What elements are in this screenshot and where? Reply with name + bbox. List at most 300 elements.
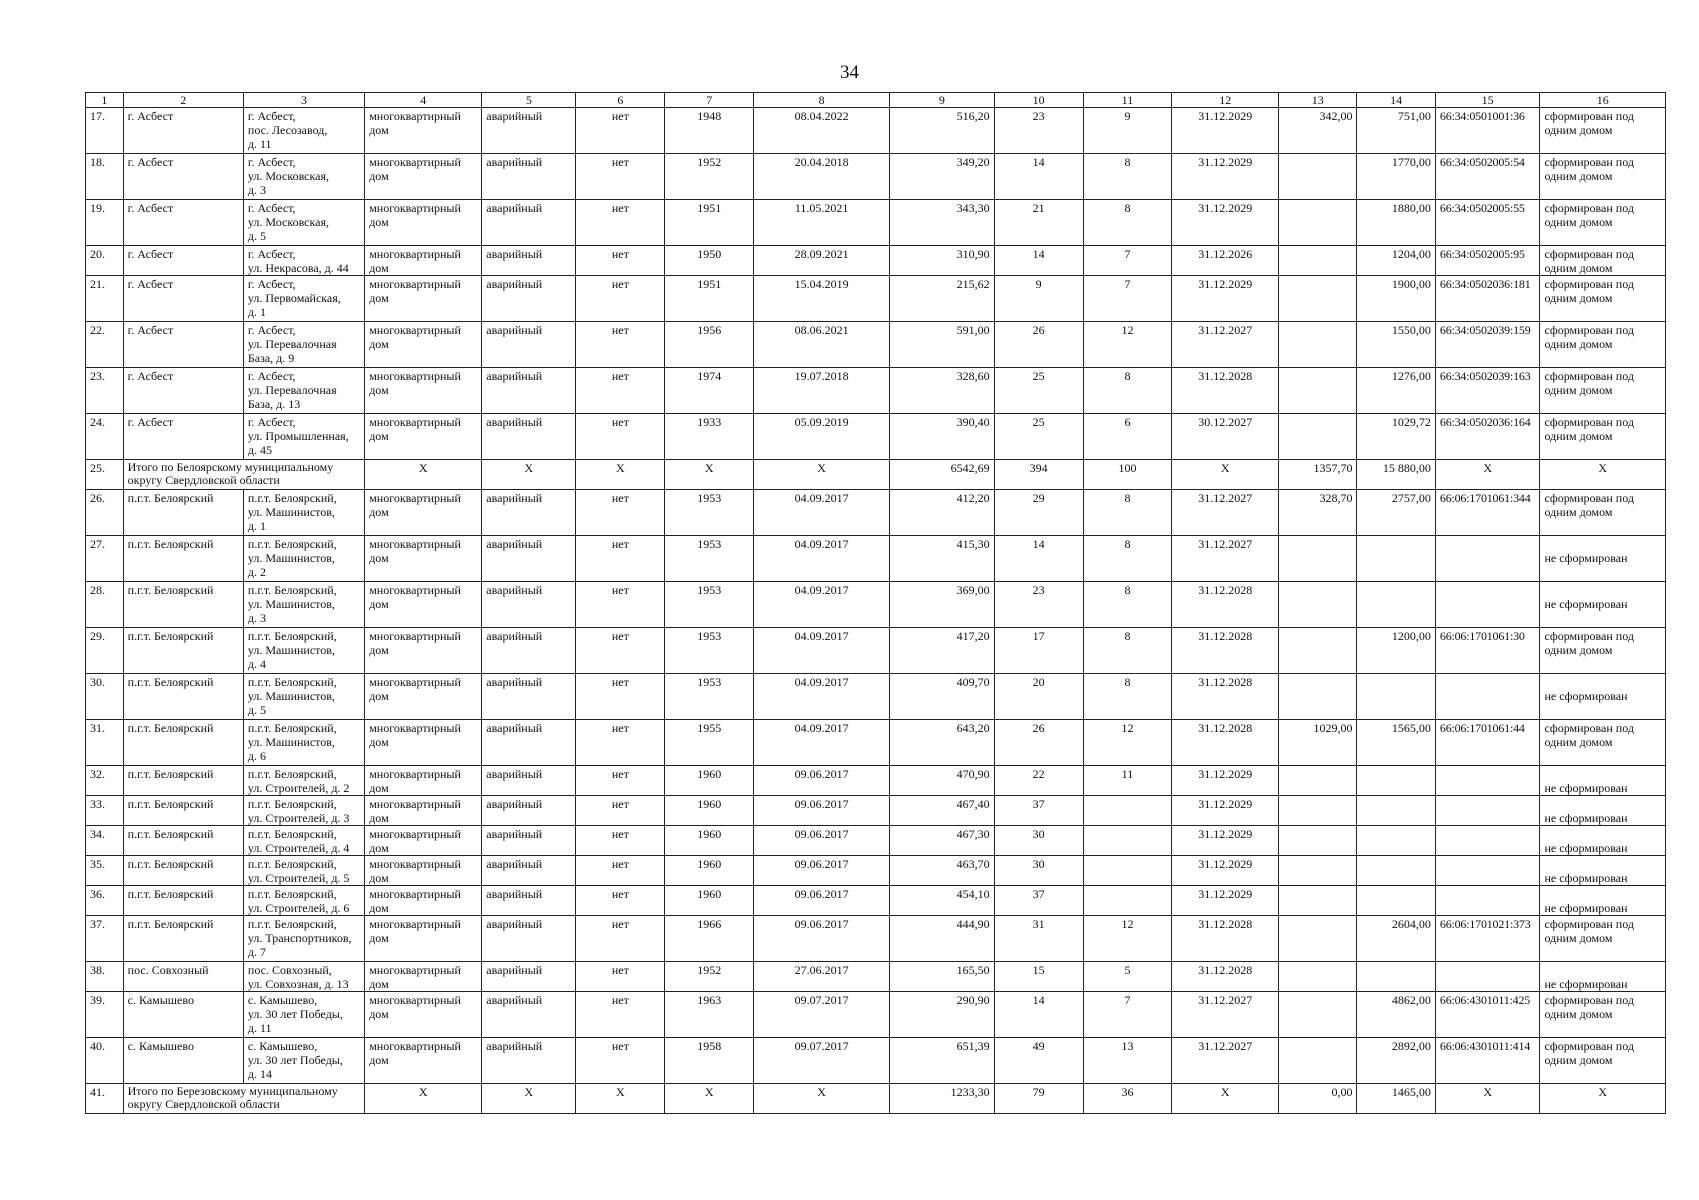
table-row — [86, 490, 1666, 536]
column-11 — [1083, 856, 1172, 886]
total-c11: 100 — [1083, 460, 1172, 490]
building-type — [365, 796, 482, 826]
total-c5: X — [482, 460, 576, 490]
residents-count: 31 — [994, 916, 1083, 962]
address — [243, 200, 364, 246]
land-area: 4862,00 — [1357, 992, 1435, 1038]
land-plot-status-line: не сформирован — [1544, 551, 1628, 565]
column-6: нет — [576, 490, 665, 536]
address-line: База, д. 13 — [247, 397, 301, 411]
municipality: г. Асбест — [123, 414, 243, 460]
building-type — [365, 992, 482, 1038]
land-area: 1204,00 — [1357, 246, 1435, 276]
total-c14: 1465,00 — [1357, 1084, 1435, 1114]
building-type-line: дом — [369, 1007, 389, 1021]
total-area: 1233,30 — [890, 1084, 995, 1114]
build-year: 1960 — [665, 826, 754, 856]
living-area: 412,20 — [890, 490, 995, 536]
living-area: 467,30 — [890, 826, 995, 856]
address — [243, 916, 364, 962]
address — [243, 796, 364, 826]
cadastral-number — [1435, 856, 1540, 886]
address-line: г. Асбест, — [247, 277, 296, 291]
land-plot-status-line: одним домом — [1544, 383, 1613, 397]
cadastral-number — [1435, 886, 1540, 916]
building-type-line: дом — [369, 169, 389, 183]
recognition-date: 04.09.2017 — [754, 490, 890, 536]
table-row — [86, 826, 1666, 856]
row-number: 35. — [86, 856, 124, 886]
column-number-15: 15 — [1435, 93, 1540, 108]
row-number: 33. — [86, 796, 124, 826]
address — [243, 276, 364, 322]
address-line: ул. Транспортников, — [247, 931, 352, 945]
land-plot-status — [1540, 368, 1666, 414]
address — [243, 856, 364, 886]
total-c12: X — [1172, 1084, 1279, 1114]
column-11 — [1083, 826, 1172, 856]
land-area — [1357, 674, 1435, 720]
land-plot-status — [1540, 856, 1666, 886]
building-type-line: многоквартирный — [369, 993, 461, 1007]
land-plot-status-line — [1544, 857, 1661, 871]
address-line: с. Камышево, — [247, 1039, 318, 1053]
address-line: д. 3 — [247, 611, 266, 625]
residents-count: 15 — [994, 962, 1083, 992]
address-line: г. Асбест, — [247, 323, 296, 337]
column-number-7: 7 — [665, 93, 754, 108]
table-row — [86, 276, 1666, 322]
building-type — [365, 674, 482, 720]
column-6: нет — [576, 368, 665, 414]
building-type-line: многоквартирный — [369, 155, 461, 169]
building-type-line: дом — [369, 551, 389, 565]
land-plot-status-line — [1544, 887, 1661, 901]
municipality: п.г.т. Белоярский — [123, 582, 243, 628]
recognition-date: 09.06.2017 — [754, 856, 890, 886]
living-area: 470,90 — [890, 766, 995, 796]
cadastral-number — [1435, 536, 1540, 582]
column-13 — [1279, 414, 1357, 460]
column-13 — [1279, 796, 1357, 826]
living-area: 165,50 — [890, 962, 995, 992]
municipality: г. Асбест — [123, 276, 243, 322]
building-type-line: многоквартирный — [369, 917, 461, 931]
living-area: 409,70 — [890, 674, 995, 720]
municipality: п.г.т. Белоярский — [123, 796, 243, 826]
column-11: 8 — [1083, 200, 1172, 246]
residents-count: 23 — [994, 582, 1083, 628]
building-type-line: многоквартирный — [369, 583, 461, 597]
address-line: ул. Первомайская, — [247, 291, 341, 305]
cadastral-number — [1435, 674, 1540, 720]
column-6: нет — [576, 766, 665, 796]
land-plot-status-line: сформирован под — [1544, 369, 1634, 383]
row-number: 24. — [86, 414, 124, 460]
land-area: 1550,00 — [1357, 322, 1435, 368]
table-row — [86, 962, 1666, 992]
address-line: пос. Лесозавод, — [247, 123, 328, 137]
recognition-date: 05.09.2019 — [754, 414, 890, 460]
build-year: 1958 — [665, 1038, 754, 1084]
municipality: п.г.т. Белоярский — [123, 916, 243, 962]
column-11: 8 — [1083, 628, 1172, 674]
table-row — [86, 796, 1666, 826]
cadastral-number: 66:06:1701021:373 — [1435, 916, 1540, 962]
condition-status: аварийный — [482, 962, 576, 992]
build-year: 1960 — [665, 796, 754, 826]
total-c4: X — [365, 460, 482, 490]
building-type — [365, 856, 482, 886]
column-6: нет — [576, 414, 665, 460]
address-line: п.г.т. Белоярский, — [247, 537, 337, 551]
row-number: 38. — [86, 962, 124, 992]
land-plot-status-line: одним домом — [1544, 169, 1613, 183]
land-area: 1900,00 — [1357, 276, 1435, 322]
living-area: 390,40 — [890, 414, 995, 460]
cadastral-number: 66:34:0502036:164 — [1435, 414, 1540, 460]
land-plot-status-line: одним домом — [1544, 337, 1613, 351]
recognition-date: 11.05.2021 — [754, 200, 890, 246]
column-6: нет — [576, 886, 665, 916]
building-type-line: дом — [369, 215, 389, 229]
address-line: ул. Московская, — [247, 169, 329, 183]
address-line: д. 2 — [247, 565, 266, 579]
total-c8: X — [754, 1084, 890, 1114]
building-type-line: дом — [369, 841, 389, 855]
building-type-line: дом — [369, 505, 389, 519]
condition-status: аварийный — [482, 992, 576, 1038]
land-plot-status — [1540, 154, 1666, 200]
municipality: п.г.т. Белоярский — [123, 826, 243, 856]
build-year: 1956 — [665, 322, 754, 368]
recognition-date: 09.06.2017 — [754, 916, 890, 962]
column-number-5: 5 — [482, 93, 576, 108]
residents-count: 37 — [994, 886, 1083, 916]
condition-status: аварийный — [482, 200, 576, 246]
living-area: 467,40 — [890, 796, 995, 826]
address-line: д. 6 — [247, 749, 266, 763]
column-11: 8 — [1083, 536, 1172, 582]
building-type — [365, 368, 482, 414]
land-plot-status — [1540, 674, 1666, 720]
resettlement-deadline: 31.12.2027 — [1172, 490, 1279, 536]
recognition-date: 04.09.2017 — [754, 628, 890, 674]
resettlement-deadline: 31.12.2029 — [1172, 796, 1279, 826]
address-line: ул. Машинистов, — [247, 643, 335, 657]
column-11: 8 — [1083, 368, 1172, 414]
cadastral-number: 66:34:0502005:95 — [1435, 246, 1540, 276]
column-13 — [1279, 276, 1357, 322]
cadastral-number — [1435, 582, 1540, 628]
land-area — [1357, 962, 1435, 992]
condition-status: аварийный — [482, 108, 576, 154]
address — [243, 414, 364, 460]
land-plot-status-line: сформирован под — [1544, 201, 1634, 215]
municipality: с. Камышево — [123, 992, 243, 1038]
residents-count: 26 — [994, 322, 1083, 368]
table-row — [86, 582, 1666, 628]
residents-count: 17 — [994, 628, 1083, 674]
land-plot-status — [1540, 916, 1666, 962]
address-line: п.г.т. Белоярский, — [247, 583, 337, 597]
address-line: п.г.т. Белоярский, — [247, 827, 337, 841]
total-c15: X — [1435, 460, 1540, 490]
building-type — [365, 886, 482, 916]
address — [243, 674, 364, 720]
recognition-date: 09.06.2017 — [754, 826, 890, 856]
column-13 — [1279, 766, 1357, 796]
building-type — [365, 628, 482, 674]
column-11: 8 — [1083, 490, 1172, 536]
land-plot-status-line: сформирован под — [1544, 491, 1634, 505]
column-6: нет — [576, 856, 665, 886]
address-line: д. 14 — [247, 1067, 272, 1081]
land-area — [1357, 536, 1435, 582]
building-type-line: многоквартирный — [369, 537, 461, 551]
land-plot-status-line — [1544, 827, 1661, 841]
column-13: 328,70 — [1279, 490, 1357, 536]
address-line: п.г.т. Белоярский, — [247, 721, 337, 735]
resettlement-deadline: 31.12.2029 — [1172, 886, 1279, 916]
cadastral-number: 66:34:0501001:36 — [1435, 108, 1540, 154]
table-row — [86, 536, 1666, 582]
column-number-row — [86, 93, 1666, 108]
column-6: нет — [576, 628, 665, 674]
column-13 — [1279, 856, 1357, 886]
land-plot-status-line — [1544, 675, 1661, 689]
living-area: 343,30 — [890, 200, 995, 246]
cadastral-number: 66:06:4301011:425 — [1435, 992, 1540, 1038]
building-type-line: дом — [369, 261, 389, 275]
total-label-line: Итого по Белоярскому муниципальному — [127, 460, 334, 474]
address — [243, 628, 364, 674]
address-line: п.г.т. Белоярский, — [247, 767, 337, 781]
condition-status: аварийный — [482, 322, 576, 368]
column-13 — [1279, 154, 1357, 200]
address-line: д. 45 — [247, 443, 272, 457]
living-area: 651,39 — [890, 1038, 995, 1084]
address — [243, 992, 364, 1038]
land-plot-status — [1540, 1038, 1666, 1084]
cadastral-number — [1435, 796, 1540, 826]
land-plot-status-line — [1544, 583, 1661, 597]
resettlement-deadline: 31.12.2029 — [1172, 276, 1279, 322]
page-number: 34 — [840, 62, 859, 83]
address-line: ул. Строителей, д. 5 — [247, 871, 350, 885]
build-year: 1960 — [665, 856, 754, 886]
build-year: 1953 — [665, 582, 754, 628]
column-6: нет — [576, 246, 665, 276]
address-line: п.г.т. Белоярский, — [247, 797, 337, 811]
living-area: 417,20 — [890, 628, 995, 674]
table-row — [86, 1038, 1666, 1084]
land-area: 2604,00 — [1357, 916, 1435, 962]
building-type — [365, 276, 482, 322]
build-year: 1953 — [665, 628, 754, 674]
building-type — [365, 826, 482, 856]
column-6: нет — [576, 276, 665, 322]
resettlement-deadline: 31.12.2027 — [1172, 322, 1279, 368]
building-type-line: многоквартирный — [369, 369, 461, 383]
land-plot-status-line: не сформирован — [1544, 781, 1628, 795]
table-row — [86, 414, 1666, 460]
address-line: д. 7 — [247, 945, 266, 959]
building-type-line: дом — [369, 291, 389, 305]
address-line: п.г.т. Белоярский, — [247, 917, 337, 931]
building-type-line: дом — [369, 689, 389, 703]
residents-count: 49 — [994, 1038, 1083, 1084]
address-line: п.г.т. Белоярский, — [247, 491, 337, 505]
land-plot-status — [1540, 246, 1666, 276]
column-6: нет — [576, 720, 665, 766]
recognition-date: 09.06.2017 — [754, 886, 890, 916]
building-type — [365, 720, 482, 766]
build-year: 1960 — [665, 766, 754, 796]
condition-status: аварийный — [482, 154, 576, 200]
total-residents: 79 — [994, 1084, 1083, 1114]
building-type-line: многоквартирный — [369, 827, 461, 841]
land-plot-status-line: сформирован под — [1544, 917, 1634, 931]
land-area: 2757,00 — [1357, 490, 1435, 536]
land-plot-status — [1540, 276, 1666, 322]
land-plot-status-line: сформирован под — [1544, 247, 1634, 261]
address-line: ул. 30 лет Победы, — [247, 1007, 343, 1021]
land-plot-status-line: сформирован под — [1544, 323, 1634, 337]
land-plot-status — [1540, 582, 1666, 628]
land-area: 2892,00 — [1357, 1038, 1435, 1084]
table-row — [86, 856, 1666, 886]
table-row — [86, 674, 1666, 720]
row-number: 19. — [86, 200, 124, 246]
column-number-3: 3 — [243, 93, 364, 108]
address — [243, 826, 364, 856]
land-area — [1357, 886, 1435, 916]
column-6: нет — [576, 536, 665, 582]
row-number: 23. — [86, 368, 124, 414]
address-line: п.г.т. Белоярский, — [247, 887, 337, 901]
resettlement-deadline: 30.12.2027 — [1172, 414, 1279, 460]
building-type — [365, 582, 482, 628]
column-6: нет — [576, 962, 665, 992]
table-row — [86, 322, 1666, 368]
recognition-date: 15.04.2019 — [754, 276, 890, 322]
land-plot-status — [1540, 108, 1666, 154]
address-line: ул. Машинистов, — [247, 597, 335, 611]
column-13 — [1279, 368, 1357, 414]
table-row — [86, 368, 1666, 414]
column-11: 9 — [1083, 108, 1172, 154]
resettlement-deadline: 31.12.2029 — [1172, 108, 1279, 154]
column-13 — [1279, 674, 1357, 720]
building-type — [365, 962, 482, 992]
address-line: г. Асбест, — [247, 201, 296, 215]
living-area: 310,90 — [890, 246, 995, 276]
resettlement-deadline: 31.12.2027 — [1172, 1038, 1279, 1084]
row-number: 41. — [86, 1084, 124, 1114]
row-number: 28. — [86, 582, 124, 628]
column-6: нет — [576, 154, 665, 200]
address-line: ул. Московская, — [247, 215, 329, 229]
column-11: 12 — [1083, 720, 1172, 766]
municipality: п.г.т. Белоярский — [123, 628, 243, 674]
build-year: 1950 — [665, 246, 754, 276]
column-number-6: 6 — [576, 93, 665, 108]
recognition-date: 08.06.2021 — [754, 322, 890, 368]
row-number: 22. — [86, 322, 124, 368]
address-line: ул. Машинистов, — [247, 735, 335, 749]
resettlement-deadline: 31.12.2029 — [1172, 766, 1279, 796]
land-area — [1357, 826, 1435, 856]
land-plot-status-line: одним домом — [1544, 505, 1613, 519]
recognition-date: 09.06.2017 — [754, 766, 890, 796]
residents-count: 22 — [994, 766, 1083, 796]
building-type-line: дом — [369, 383, 389, 397]
address — [243, 154, 364, 200]
living-area: 454,10 — [890, 886, 995, 916]
residents-count: 37 — [994, 796, 1083, 826]
total-label-line: Итого по Березовскому муниципальному — [127, 1084, 338, 1098]
cadastral-number: 66:06:1701061:30 — [1435, 628, 1540, 674]
total-c7: X — [665, 1084, 754, 1114]
build-year: 1951 — [665, 200, 754, 246]
residents-count: 9 — [994, 276, 1083, 322]
condition-status: аварийный — [482, 886, 576, 916]
build-year: 1953 — [665, 490, 754, 536]
land-plot-status — [1540, 766, 1666, 796]
land-plot-status-line: сформирован под — [1544, 629, 1634, 643]
cadastral-number: 66:34:0502039:163 — [1435, 368, 1540, 414]
column-13 — [1279, 826, 1357, 856]
column-11: 12 — [1083, 916, 1172, 962]
land-plot-status-line: не сформирован — [1544, 841, 1628, 855]
address-line: д. 5 — [247, 229, 266, 243]
address — [243, 766, 364, 796]
land-plot-status — [1540, 826, 1666, 856]
building-type-line: многоквартирный — [369, 629, 461, 643]
column-13 — [1279, 886, 1357, 916]
column-11: 7 — [1083, 276, 1172, 322]
cadastral-number: 66:06:4301011:414 — [1435, 1038, 1540, 1084]
building-type-line: многоквартирный — [369, 201, 461, 215]
cadastral-number: 66:34:0502036:181 — [1435, 276, 1540, 322]
building-type-line: дом — [369, 901, 389, 915]
land-plot-status-line: не сформирован — [1544, 811, 1628, 825]
address-line: д. 1 — [247, 305, 266, 319]
address-line: д. 5 — [247, 703, 266, 717]
resettlement-deadline: 31.12.2029 — [1172, 826, 1279, 856]
land-area — [1357, 856, 1435, 886]
land-area: 751,00 — [1357, 108, 1435, 154]
living-area: 290,90 — [890, 992, 995, 1038]
address-line: ул. Некрасова, д. 44 — [247, 261, 349, 275]
building-type — [365, 322, 482, 368]
condition-status: аварийный — [482, 582, 576, 628]
land-plot-status — [1540, 490, 1666, 536]
building-type-line: дом — [369, 977, 389, 991]
building-type-line: многоквартирный — [369, 109, 461, 123]
building-type-line: многоквартирный — [369, 491, 461, 505]
land-plot-status-line: одним домом — [1544, 429, 1613, 443]
cadastral-number: 66:34:0502005:54 — [1435, 154, 1540, 200]
column-6: нет — [576, 582, 665, 628]
cadastral-number — [1435, 766, 1540, 796]
resettlement-deadline: 31.12.2028 — [1172, 674, 1279, 720]
condition-status: аварийный — [482, 796, 576, 826]
building-type-line: многоквартирный — [369, 415, 461, 429]
column-number-8: 8 — [754, 93, 890, 108]
land-plot-status — [1540, 720, 1666, 766]
